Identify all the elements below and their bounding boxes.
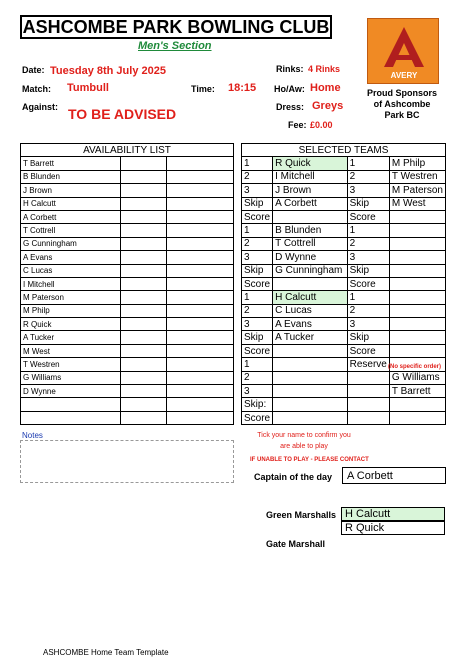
- tick-cell[interactable]: [167, 224, 234, 237]
- team-row: [242, 237, 446, 250]
- player-cell: T Cottrell: [273, 237, 347, 250]
- tick-cell[interactable]: [121, 170, 167, 183]
- rinks-value: 4 Rinks: [308, 64, 341, 74]
- match-value: Tumbull: [67, 82, 109, 94]
- availability-header: AVAILABILITY LIST: [21, 144, 234, 157]
- position-label: 2: [242, 237, 273, 250]
- player-name: I Mitchell: [21, 277, 121, 290]
- tick-cell[interactable]: [121, 331, 167, 344]
- hoaw-label: Ho/Aw:: [274, 84, 305, 94]
- availability-row: [21, 237, 234, 250]
- player-cell: M West: [389, 197, 445, 210]
- team-row: [242, 210, 446, 223]
- tick-cell[interactable]: [121, 264, 167, 277]
- match-label: Match:: [22, 84, 51, 94]
- logo-text: AVERY: [390, 71, 418, 80]
- player-cell: I Mitchell: [273, 170, 347, 183]
- tick-cell[interactable]: [121, 277, 167, 290]
- position-label: 2: [242, 304, 273, 317]
- availability-row: [21, 184, 234, 197]
- player-cell: [389, 291, 445, 304]
- tick-cell[interactable]: [121, 318, 167, 331]
- fee-value: £0.00: [310, 120, 333, 130]
- player-cell: M Philp: [389, 157, 445, 170]
- captain-value: A Corbett: [342, 467, 446, 484]
- position-label: Skip:: [242, 398, 273, 411]
- position-label: Skip: [347, 197, 389, 210]
- avery-logo: [367, 18, 439, 84]
- player-cell: A Evans: [273, 318, 347, 331]
- tick-cell[interactable]: [167, 264, 234, 277]
- team-row: [242, 251, 446, 264]
- availability-row: [21, 318, 234, 331]
- player-cell: [389, 277, 445, 290]
- tick-cell[interactable]: [121, 237, 167, 250]
- player-name: T Westren: [21, 358, 121, 371]
- empty-cell: [121, 411, 167, 424]
- dress-value: Greys: [312, 100, 344, 112]
- tick-cell[interactable]: [167, 358, 234, 371]
- player-cell: [389, 331, 445, 344]
- tick-cell[interactable]: [167, 237, 234, 250]
- availability-row: [21, 344, 234, 357]
- team-row: [242, 318, 446, 331]
- notes-box[interactable]: [20, 440, 234, 483]
- tick-note: Tick your name to confirm you are able to play: [257, 432, 351, 450]
- tick-cell[interactable]: [167, 277, 234, 290]
- player-cell: [273, 358, 347, 371]
- team-row: [242, 170, 446, 183]
- team-row: [242, 224, 446, 237]
- player-cell: R Quick: [273, 157, 347, 170]
- availability-row: [21, 398, 234, 411]
- empty-cell: [21, 411, 121, 424]
- position-label: Skip: [242, 197, 273, 210]
- green-marshalls-label: Green Marshalls: [266, 510, 337, 520]
- position-label: Skip: [242, 264, 273, 277]
- availability-row: [21, 291, 234, 304]
- availability-row: [21, 264, 234, 277]
- unable-note: IF UNABLE TO PLAY - PLEASE CONTACT: [250, 457, 369, 463]
- position-label: 3: [242, 318, 273, 331]
- tick-cell[interactable]: [121, 385, 167, 398]
- position-label: Skip: [347, 264, 389, 277]
- player-name: T Cottrell: [21, 224, 121, 237]
- player-name: A Evans: [21, 251, 121, 264]
- empty-cell: [167, 398, 234, 411]
- position-label: 1: [347, 157, 389, 170]
- player-cell: A Corbett: [273, 197, 347, 210]
- availability-row: [21, 358, 234, 371]
- player-cell: J Brown: [273, 184, 347, 197]
- player-cell: [273, 385, 347, 398]
- position-label: Skip: [347, 331, 389, 344]
- captain-label: Captain of the day: [254, 472, 333, 482]
- player-name: C Lucas: [21, 264, 121, 277]
- player-cell: T Westren: [389, 170, 445, 183]
- position-label: 3: [242, 251, 273, 264]
- player-cell: H Calcutt: [273, 291, 347, 304]
- availability-row: [21, 331, 234, 344]
- gate-marshall-label: Gate Marshall: [266, 539, 326, 549]
- team-row: [242, 157, 446, 170]
- position-label: Reserve: [347, 358, 389, 371]
- position-label: 1: [242, 291, 273, 304]
- player-cell: M Paterson: [389, 184, 445, 197]
- availability-row: [21, 210, 234, 223]
- tick-cell[interactable]: [121, 358, 167, 371]
- player-cell: [273, 277, 347, 290]
- section-label: Men's Section: [138, 40, 212, 52]
- position-label: 3: [347, 184, 389, 197]
- availability-row: [21, 251, 234, 264]
- availability-row: [21, 411, 234, 424]
- position-label: 3: [242, 184, 273, 197]
- player-name: R Quick: [21, 318, 121, 331]
- tick-cell[interactable]: [167, 157, 234, 170]
- player-name: G Williams: [21, 371, 121, 384]
- player-name: H Calcutt: [21, 197, 121, 210]
- player-cell: [273, 398, 347, 411]
- fee-label: Fee:: [288, 120, 307, 130]
- position-label: 2: [347, 237, 389, 250]
- position-label: 2: [242, 170, 273, 183]
- time-label: Time:: [191, 84, 215, 94]
- player-name: J Brown: [21, 184, 121, 197]
- player-cell: [273, 371, 347, 384]
- player-cell: C Lucas: [273, 304, 347, 317]
- player-cell: [273, 411, 347, 424]
- date-label: Date:: [22, 65, 45, 75]
- team-row: [242, 264, 446, 277]
- tick-cell[interactable]: [167, 331, 234, 344]
- tick-cell[interactable]: [121, 304, 167, 317]
- tick-cell[interactable]: [121, 251, 167, 264]
- position-label: Skip: [242, 331, 273, 344]
- team-row: [242, 385, 446, 398]
- tick-cell[interactable]: [121, 157, 167, 170]
- availability-row: [21, 277, 234, 290]
- footer: ASHCOMBE Home Team Template: [43, 648, 169, 657]
- availability-row: [21, 371, 234, 384]
- position-label: 1: [242, 224, 273, 237]
- player-cell: [389, 237, 445, 250]
- player-name: A Tucker: [21, 331, 121, 344]
- player-cell: T Barrett: [389, 385, 445, 398]
- team-row: [242, 411, 446, 424]
- player-cell: G Cunningham: [273, 264, 347, 277]
- team-row: [242, 184, 446, 197]
- availability-row: [21, 224, 234, 237]
- availability-row: [21, 197, 234, 210]
- team-row: [242, 331, 446, 344]
- position-label: Score: [242, 210, 273, 223]
- position-label: 3: [347, 318, 389, 331]
- player-name: M West: [21, 344, 121, 357]
- player-cell: D Wynne: [273, 251, 347, 264]
- player-cell: [389, 398, 445, 411]
- player-name: T Barrett: [21, 157, 121, 170]
- position-label: Score: [242, 344, 273, 357]
- tick-cell[interactable]: [167, 385, 234, 398]
- player-name: A Corbett: [21, 210, 121, 223]
- player-cell: G Williams: [389, 371, 445, 384]
- availability-row: [21, 385, 234, 398]
- tick-cell[interactable]: [167, 304, 234, 317]
- tick-cell[interactable]: [167, 184, 234, 197]
- player-cell: [273, 344, 347, 357]
- tick-cell[interactable]: [121, 224, 167, 237]
- availability-row: [21, 157, 234, 170]
- player-cell: A Tucker: [273, 331, 347, 344]
- player-cell: [389, 264, 445, 277]
- hoaw-value: Home: [310, 82, 341, 94]
- notes-label: Notes: [22, 431, 43, 440]
- reserve-note: (No specific order): [388, 364, 442, 370]
- player-name: D Wynne: [21, 385, 121, 398]
- tick-cell[interactable]: [121, 210, 167, 223]
- green-marshall-2: R Quick: [341, 521, 445, 535]
- team-row: [242, 344, 446, 357]
- against-value: TO BE ADVISED: [68, 106, 177, 122]
- position-label: [347, 371, 389, 384]
- availability-row: [21, 304, 234, 317]
- against-label: Against:: [22, 102, 58, 112]
- player-cell: [389, 251, 445, 264]
- position-label: Score: [347, 210, 389, 223]
- dress-label: Dress:: [276, 102, 305, 112]
- tick-cell[interactable]: [121, 197, 167, 210]
- team-row: [242, 398, 446, 411]
- empty-cell: [167, 411, 234, 424]
- player-cell: [389, 318, 445, 331]
- position-label: 3: [347, 251, 389, 264]
- player-cell: [389, 210, 445, 223]
- tick-cell[interactable]: [167, 371, 234, 384]
- tick-cell[interactable]: [167, 291, 234, 304]
- player-cell: [389, 304, 445, 317]
- player-cell: B Blunden: [273, 224, 347, 237]
- position-label: 1: [242, 358, 273, 371]
- position-label: [347, 411, 389, 424]
- team-row: [242, 291, 446, 304]
- time-value: 18:15: [228, 82, 257, 94]
- position-label: Score: [347, 344, 389, 357]
- player-name: M Philp: [21, 304, 121, 317]
- sponsor-text: Proud Sponsors of Ashcombe Park BC: [366, 88, 437, 120]
- tick-cell[interactable]: [167, 318, 234, 331]
- position-label: 1: [242, 157, 273, 170]
- tick-cell[interactable]: [167, 344, 234, 357]
- team-row: [242, 277, 446, 290]
- tick-cell[interactable]: [121, 184, 167, 197]
- rinks-label: Rinks:: [276, 64, 304, 74]
- team-row: [242, 197, 446, 210]
- tick-cell[interactable]: [121, 344, 167, 357]
- tick-cell[interactable]: [167, 210, 234, 223]
- tick-cell[interactable]: [121, 371, 167, 384]
- selected-teams-table: [241, 143, 446, 425]
- position-label: 2: [347, 304, 389, 317]
- player-cell: [273, 210, 347, 223]
- date-value: Tuesday 8th July 2025: [50, 65, 166, 77]
- availability-table: [20, 143, 234, 425]
- position-label: Score: [347, 277, 389, 290]
- empty-cell: [21, 398, 121, 411]
- tick-cell[interactable]: [121, 291, 167, 304]
- position-label: 1: [347, 224, 389, 237]
- position-label: 3: [242, 385, 273, 398]
- tick-cell[interactable]: [167, 170, 234, 183]
- player-cell: [389, 224, 445, 237]
- position-label: 2: [347, 170, 389, 183]
- green-marshall-1: H Calcutt: [341, 507, 445, 521]
- position-label: 2: [242, 371, 273, 384]
- player-name: M Paterson: [21, 291, 121, 304]
- selected-header: SELECTED TEAMS: [242, 144, 446, 157]
- empty-cell: [121, 398, 167, 411]
- position-label: 1: [347, 291, 389, 304]
- player-name: G Cunningham: [21, 237, 121, 250]
- team-row: [242, 304, 446, 317]
- position-label: [347, 398, 389, 411]
- tick-cell[interactable]: [167, 197, 234, 210]
- position-label: Score: [242, 411, 273, 424]
- player-name: B Blunden: [21, 170, 121, 183]
- position-label: Score: [242, 277, 273, 290]
- player-cell: [389, 344, 445, 357]
- club-title: ASHCOMBE PARK BOWLING CLUB: [20, 15, 332, 39]
- team-row: [242, 371, 446, 384]
- availability-row: [21, 170, 234, 183]
- player-cell: [389, 411, 445, 424]
- tick-cell[interactable]: [167, 251, 234, 264]
- position-label: [347, 385, 389, 398]
